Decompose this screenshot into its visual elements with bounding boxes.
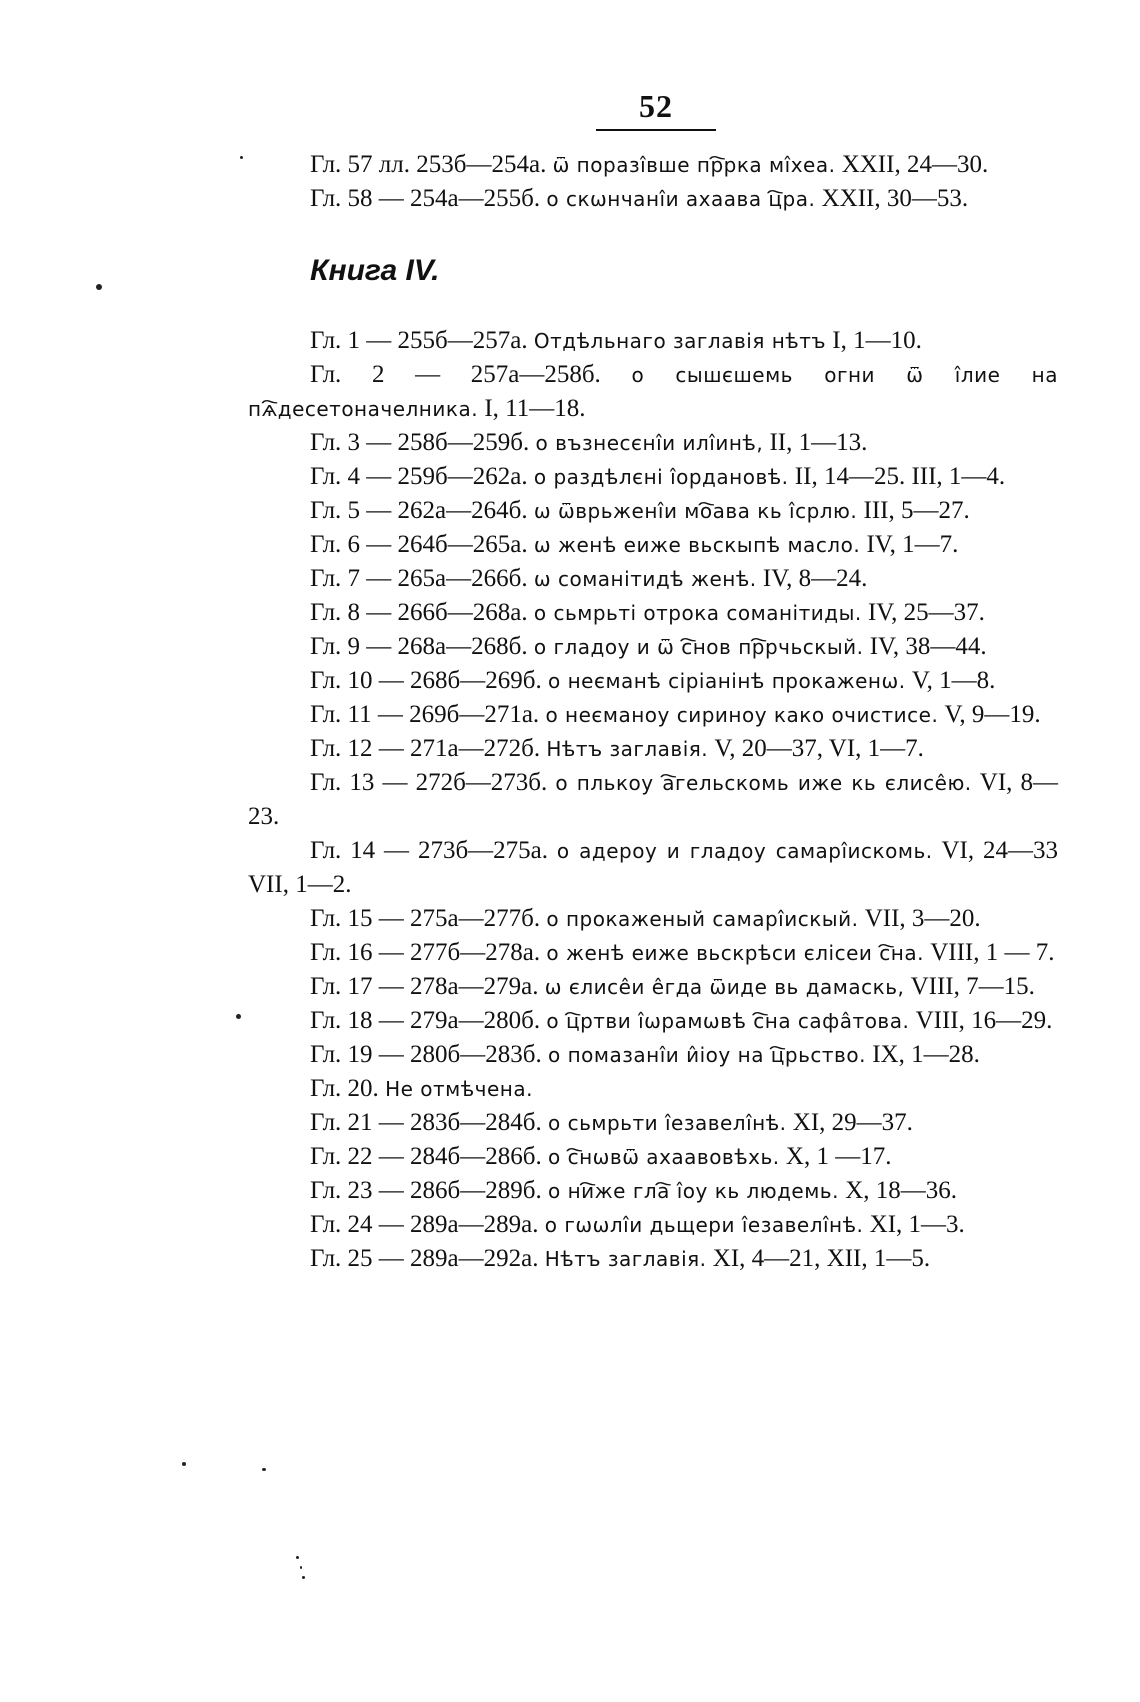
- chapter-entry: [248, 698, 1058, 732]
- verse-range: VIII, 7—15.: [910, 973, 1035, 1000]
- chapter-title: о гладоу и ѿ с҇нов пр҇рчьскый.: [533, 635, 864, 659]
- chapter-title: о ц҇ртви і̂ѡрамѡвѣ с҇на сафа̂това.: [546, 1009, 910, 1033]
- chapter-title: о адероу и гладоу самарі̂искомь.: [556, 839, 933, 863]
- chapter-ref: Гл. 22 — 284б—286б.: [310, 1143, 542, 1170]
- chapter-ref: Гл. 24 — 289а—289а.: [310, 1211, 539, 1238]
- chapter-entry: [248, 630, 1058, 664]
- chapter-ref: Гл. 7 — 265а—266б.: [310, 565, 528, 592]
- verse-range: IV, 1—7.: [866, 531, 959, 558]
- chapter-entry: [248, 148, 1058, 182]
- verse-range: IV, 8—24.: [762, 565, 868, 592]
- chapter-title: о раздѣлєні і̂ордановѣ.: [533, 465, 789, 489]
- chapter-title: о неєманоу сириноу како очистисе.: [545, 703, 939, 727]
- chapter-title: Нѣтъ заглавія.: [546, 737, 709, 761]
- chapter-entry: [248, 494, 1058, 528]
- scan-speck: [96, 284, 102, 290]
- verse-range: IV, 38—44.: [869, 633, 987, 660]
- verse-range: VIII, 1 — 7.: [930, 939, 1055, 966]
- verse-range: XI, 1—3.: [869, 1211, 965, 1238]
- chapter-ref: Гл. 8 — 266б—268а.: [310, 599, 528, 626]
- verse-range: VIII, 16—29.: [915, 1007, 1053, 1034]
- verse-range: IX, 1—28.: [872, 1041, 980, 1068]
- book-heading: Книга IV.: [310, 254, 440, 287]
- chapter-entry: [248, 1208, 1058, 1242]
- chapter-ref: Гл. 57 лл. 253б—254а.: [310, 151, 547, 178]
- top-entries: [248, 148, 1058, 216]
- chapter-ref: Гл. 21 — 283б—284б.: [310, 1109, 542, 1136]
- chapter-entry: [248, 902, 1058, 936]
- verse-range: I, 11—18.: [484, 395, 586, 422]
- chapter-title: о плькоу а҇гельскомь иже кь єлисе̂ю.: [555, 771, 972, 795]
- verse-range: II, 1—13.: [769, 429, 868, 456]
- chapter-list: [248, 324, 1058, 1276]
- verse-range: X, 18—36.: [845, 1177, 958, 1204]
- chapter-entry: [248, 1242, 1058, 1276]
- chapter-ref: Гл. 12 — 271а—272б.: [310, 735, 541, 762]
- chapter-ref: Гл. 20.: [310, 1075, 379, 1102]
- chapter-title: о с҇нѡвѿ ахаавовѣхь.: [548, 1145, 780, 1169]
- chapter-title: о ни҇же гла҇ і̂оу кь людемь.: [548, 1179, 839, 1203]
- chapter-entry: [248, 936, 1058, 970]
- verse-range: VI, 8—23.: [248, 769, 1058, 830]
- verse-range: X, 1 —17.: [785, 1143, 892, 1170]
- chapter-title: о скѡнчані̂и ахаава ц҇ра.: [546, 187, 816, 211]
- chapter-title: о гѡѡлі̂и дьщери і̂езавелі̂нѣ.: [544, 1213, 864, 1237]
- chapter-title: о сьмрьті отрока соманітиды.: [533, 601, 862, 625]
- chapter-title: Отдѣльнаго заглавія нѣтъ: [533, 329, 827, 353]
- chapter-title: о неєманѣ сіріанінѣ прокаженѡ.: [548, 669, 906, 693]
- chapter-entry: [248, 766, 1058, 834]
- chapter-entry: [248, 1106, 1058, 1140]
- verse-range: V, 9—19.: [944, 701, 1041, 728]
- verse-range: V, 1—8.: [911, 667, 996, 694]
- chapter-ref: Гл. 11 — 269б—271а.: [310, 701, 540, 728]
- chapter-entry: [248, 1174, 1058, 1208]
- verse-range: V, 20—37, VI, 1—7.: [714, 735, 924, 762]
- chapter-title: ѿ поразі̂вше пр҇рка мі̂хеа.: [552, 153, 836, 177]
- chapter-entry: [248, 324, 1058, 358]
- chapter-title: о прокаженый самарі̂искый.: [546, 907, 859, 931]
- chapter-ref: Гл. 58 — 254а—255б.: [310, 185, 541, 212]
- chapter-entry: [248, 732, 1058, 766]
- chapter-entry: [248, 596, 1058, 630]
- scan-speck: [302, 1576, 305, 1579]
- verse-range: XI, 4—21, XII, 1—5.: [712, 1245, 931, 1272]
- chapter-ref: Гл. 14 — 273б—275а.: [310, 837, 549, 864]
- chapter-ref: Гл. 10 — 268б—269б.: [310, 667, 542, 694]
- chapter-entry: [248, 528, 1058, 562]
- chapter-title: Нѣтъ заглавія.: [544, 1247, 707, 1271]
- chapter-entry: [248, 970, 1058, 1004]
- verse-range: IV, 25—37.: [867, 599, 985, 626]
- chapter-ref: Гл. 19 — 280б—283б.: [310, 1041, 542, 1068]
- chapter-title: Не отмѣчена.: [385, 1077, 533, 1101]
- verse-range: I, 1—10.: [832, 327, 922, 354]
- scan-speck: [182, 1462, 186, 1466]
- chapter-entry: [248, 426, 1058, 460]
- chapter-title: ѡ женѣ еиже вьскыпѣ масло.: [533, 533, 861, 557]
- chapter-title: о сьмрьти і̂езавелі̂нѣ.: [548, 1111, 787, 1135]
- chapter-title: о сышєшемь огни ѿ і̂лие на пѧ҇десетоначелника.: [248, 363, 1058, 421]
- chapter-title: ѡ єлисе̂и е̂гда ѿиде вь дамаскь,: [544, 975, 905, 999]
- chapter-title: о женѣ еиже вьскрѣси єлісеи с҇на.: [546, 941, 924, 965]
- chapter-ref: Гл. 6 — 264б—265а.: [310, 531, 528, 558]
- verse-range: VI, 24—33 VII, 1—2.: [248, 837, 1058, 898]
- chapter-ref: Гл. 16 — 277б—278а.: [310, 939, 541, 966]
- chapter-entry: [248, 182, 1058, 216]
- verse-range: II, 14—25. III, 1—4.: [794, 463, 1006, 490]
- chapter-entry: [248, 562, 1058, 596]
- scan-speck: [240, 156, 243, 159]
- chapter-ref: Гл. 3 — 258б—259б.: [310, 429, 530, 456]
- verse-range: XXII, 24—30.: [841, 151, 989, 178]
- chapter-ref: Гл. 4 — 259б—262а.: [310, 463, 528, 490]
- chapter-ref: Гл. 15 — 275а—277б.: [310, 905, 541, 932]
- verse-range: XXII, 30—53.: [821, 185, 969, 212]
- chapter-entry: [248, 460, 1058, 494]
- table-of-contents: [248, 148, 1058, 1276]
- chapter-entry: [248, 1038, 1058, 1072]
- verse-range: VII, 3—20.: [864, 905, 981, 932]
- chapter-entry: [248, 1072, 1058, 1106]
- chapter-title: о помазані̂и и̂іоу на ц҇рьство.: [548, 1043, 866, 1067]
- chapter-ref: Гл. 1 — 255б—257а.: [310, 327, 528, 354]
- chapter-entry: [248, 358, 1058, 426]
- chapter-ref: Гл. 23 — 286б—289б.: [310, 1177, 542, 1204]
- chapter-ref: Гл. 9 — 268а—268б.: [310, 633, 528, 660]
- chapter-ref: Гл. 2 — 257а—258б.: [310, 361, 601, 388]
- page-number: 52: [596, 88, 716, 131]
- chapter-entry: [248, 1140, 1058, 1174]
- chapter-entry: [248, 664, 1058, 698]
- verse-range: XI, 29—37.: [792, 1109, 913, 1136]
- scan-speck: [300, 1566, 302, 1569]
- chapter-ref: Гл. 18 — 279а—280б.: [310, 1007, 541, 1034]
- verse-range: III, 5—27.: [863, 497, 970, 524]
- scan-speck: [296, 1556, 299, 1559]
- chapter-ref: Гл. 5 — 262а—264б.: [310, 497, 528, 524]
- chapter-title: ѡ ѿврьжені̂и мо҇ава кь і̂срлю.: [533, 499, 858, 523]
- chapter-title: о възнесєні̂и илі̂инѣ,: [535, 431, 764, 455]
- scan-speck: [262, 1468, 266, 1471]
- chapter-entry: [248, 834, 1058, 902]
- chapter-ref: Гл. 13 — 272б—273б.: [310, 769, 548, 796]
- chapter-title: ѡ соманітидѣ женѣ.: [533, 567, 757, 591]
- scan-speck: [236, 1014, 241, 1019]
- chapter-entry: [248, 1004, 1058, 1038]
- chapter-ref: Гл. 25 — 289а—292а.: [310, 1245, 539, 1272]
- chapter-ref: Гл. 17 — 278а—279а.: [310, 973, 539, 1000]
